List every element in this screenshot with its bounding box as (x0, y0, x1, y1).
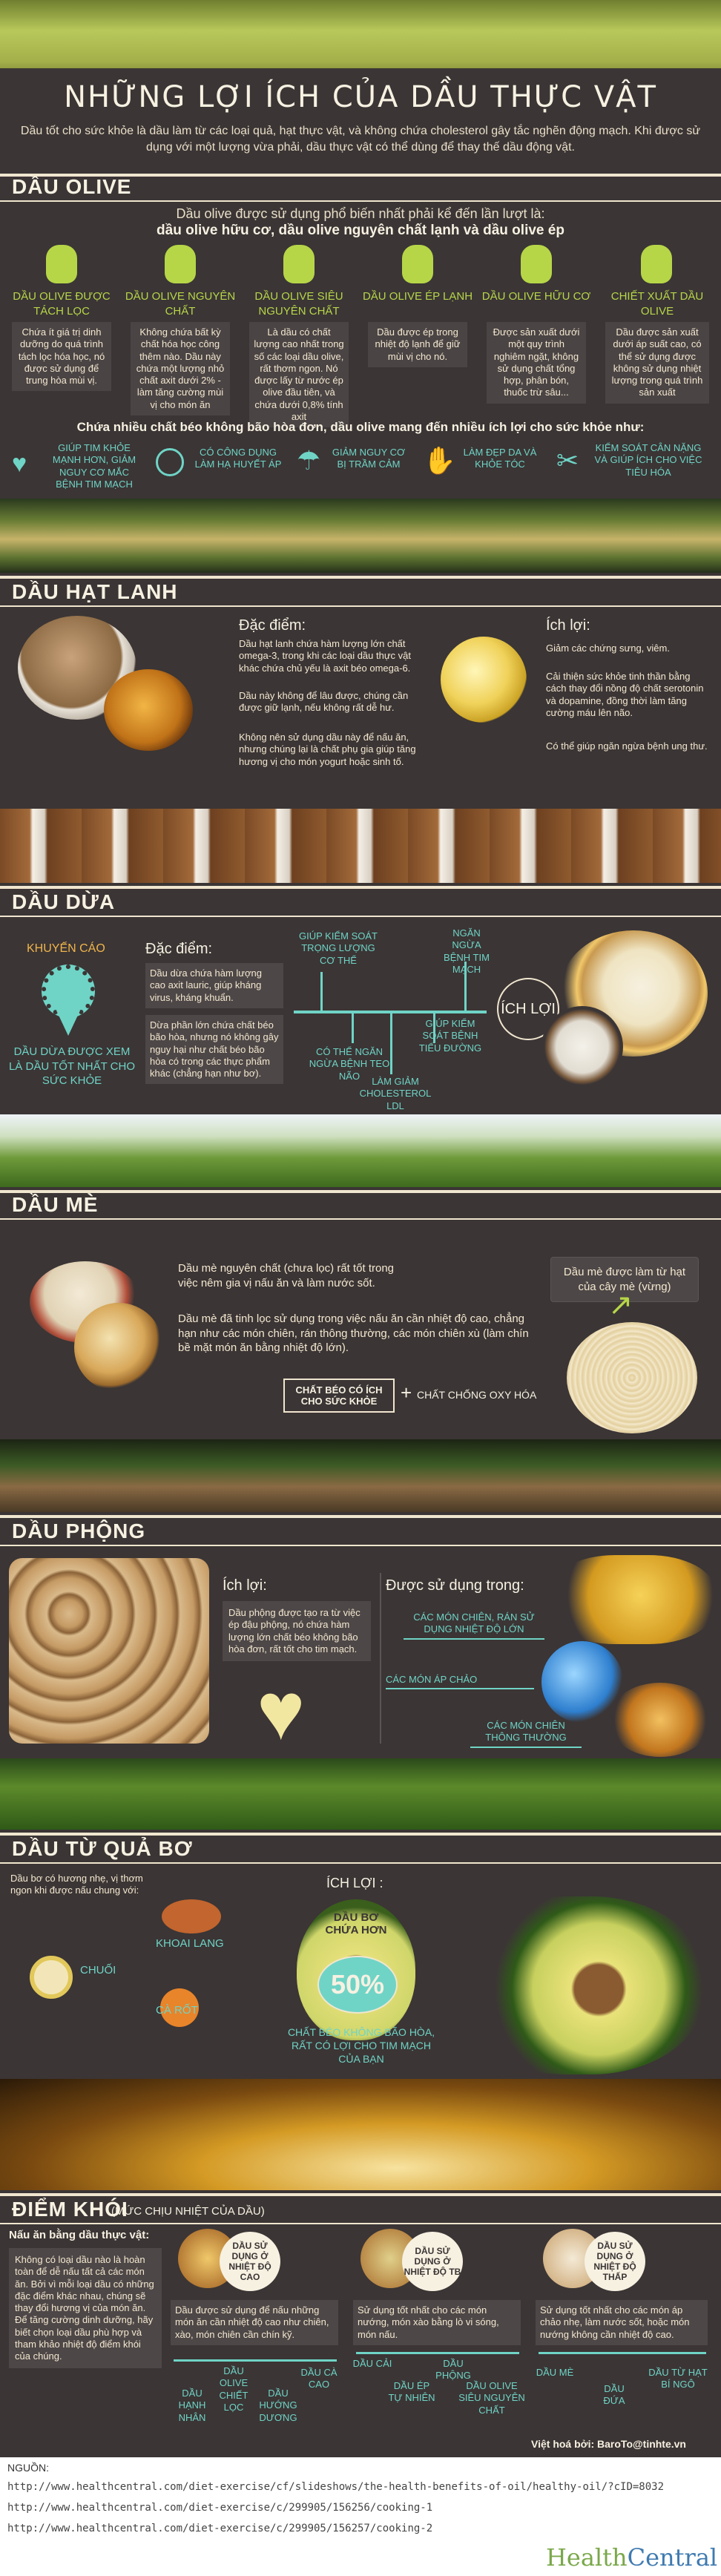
flax-feature-1: Dầu hạt lanh chứa hàm lượng lớn chất omega-3, trong khi các loại dầu thực vật khác chứa chủ yếu là axit béo omega-6. (239, 638, 411, 674)
page-title: NHỮNG LỢI ÍCH CỦA DẦU THỰC VẬT (64, 80, 657, 114)
peanut-title-rule (0, 1545, 721, 1546)
avocado-percent-badge (317, 1956, 398, 2014)
smoke-section-sub: (MỨC CHỊU NHIỆT CỦA DẦU) (111, 2205, 265, 2218)
smoke-intro-title: Nấu ăn bằng dầu thực vật: (9, 2229, 150, 2241)
sesame-top-rule (0, 1190, 721, 1193)
smoke-level-badge (220, 2232, 280, 2291)
olive-type-desc: Là dầu có chất lượng cao nhất trong số các loại dầu olive, rất thơm ngon. Nó được lấy từ nước ép olive đầu tiên, và chứa dưới 0,8% tính axit (249, 322, 349, 427)
sesame-section-title: DẦU MÈ (12, 1193, 99, 1216)
smoke-credit: Việt hoá bởi: BaroTo@tinhte.vn (531, 2438, 686, 2450)
olive-oil-bottle-icon (521, 245, 552, 283)
olive-type-name: DẦU OLIVE SIÊU NGUYÊN CHẤT (254, 290, 343, 318)
olive-lead-line2: dầu olive hữu cơ, dầu olive nguyên chất lạnh và dầu olive ép (157, 223, 564, 238)
olive-type-desc: Được sản xuất dưới một quy trình nghiêm ngặt, không sử dụng chất tổng hợp, phân bón, thuốc trừ sâu... (487, 322, 586, 404)
sesame-side-note: Dầu mè được làm từ hạt của cây mè (vừng) (550, 1257, 699, 1302)
flax-use-3: Có thể giúp ngăn ngừa bệnh ung thư. (546, 740, 708, 752)
avocado-title-rule (0, 1862, 721, 1864)
smoke-level-medium (350, 2229, 528, 2422)
peanut-oil-pan-image (549, 1555, 715, 1644)
award-ribbon-tails (56, 1011, 80, 1036)
healthcentral-logo (546, 2543, 717, 2572)
olive-title-rule (0, 200, 721, 202)
source-link[interactable]: http://www.healthcentral.com/diet-exercise/c/299905/156257/cooking-2 (7, 2523, 433, 2534)
flax-section-title: DẦU HẠT LANH (12, 580, 178, 603)
peanut-divider (380, 1573, 381, 1744)
benefit-branch (390, 1013, 392, 1074)
olive-benefit-intro: Chứa nhiều chất béo không bão hòa đơn, dầu olive mang đến nhiều ích lợi cho sức khỏe như: (76, 420, 645, 434)
smoke-title-rule (0, 2223, 721, 2224)
scale-icon: ✂ (556, 445, 579, 476)
olive-type-desc: Dầu được sản xuất dưới áp suất cao, có thể sử dụng được không sử dụng nhiệt lượng trong quá trình sản xuất (605, 322, 709, 404)
sesame-badge-healthy-fats (283, 1379, 395, 1413)
peanut-plants-photo (0, 1439, 721, 1512)
banana-image (30, 1956, 73, 1999)
olive-benefit-text: KIỂM SOÁT CÂN NẶNG VÀ GIÚP ÍCH CHO VIỆC TIÊU HÓA (594, 442, 702, 478)
olive-type-name: CHIẾT XUẤT DẦU OLIVE (610, 290, 704, 318)
coconut-top-rule (0, 886, 721, 889)
coconut-feature-1: Dầu dừa chứa hàm lượng cao axit lauric, giúp kháng virus, kháng khuẩn. (145, 963, 283, 1008)
olive-benefit (7, 439, 148, 491)
olive-benefits (7, 439, 714, 494)
olive-type-name: DẦU OLIVE ÉP LẠNH (362, 290, 473, 303)
olive-lead-line1: Dầu olive được sử dụng phổ biến nhất phải kể đến lần lượt là: (176, 206, 545, 221)
olive-type-name: DẦU OLIVE NGUYÊN CHẤT (125, 290, 236, 318)
sesame-line1: Dầu mè nguyên chất (chưa lọc) rất tốt trong việc nêm gia vị nấu ăn và làm nước sốt. (178, 1262, 395, 1289)
avocado-heart-image (452, 1896, 705, 2074)
smoke-oil-line (356, 2352, 519, 2354)
smoke-level-low (533, 2229, 715, 2422)
avocado-photo (0, 1758, 721, 1830)
smoke-level-label: DẦU SỬ DỤNG Ở NHIỆT ĐỘ TB (404, 2246, 461, 2277)
benefit-branch (320, 972, 323, 1011)
olive-benefit-text: LÀM ĐẸP DA VÀ KHỎE TÓC (463, 447, 537, 470)
olive-type-column (481, 242, 592, 413)
avocado-badge-text: DẦU BƠ CHỨA HƠN (325, 1911, 387, 1936)
coconut-benefit: GIÚP KIỂM SOÁT BỆNH TIỂU ĐƯỜNG (418, 1018, 482, 1054)
sesame-line2: Dầu mè đã tinh lọc sử dụng trong việc nấu ăn cần nhiệt độ cao, chẳng hạn như các món chiên, rán thông thường, các món chiên xù (làm chín bề mặt món ăn bằng nhiệt độ lớn). (178, 1312, 529, 1354)
smoke-oil-line (539, 2352, 706, 2354)
smoke-section-title: ĐIỂM KHÓI (12, 2198, 128, 2221)
benefit-branch (352, 1013, 354, 1043)
olive-section-title: DẦU OLIVE (12, 175, 132, 198)
sweet-potato-image (162, 1899, 221, 1933)
coconut-features-title: Đặc điểm: (145, 941, 213, 957)
peanut-benefit-title: Ích lợi: (223, 1577, 267, 1594)
coconut-recommend-text: DẦU DỪA ĐƯỢC XEM LÀ DẦU TỐT NHẤT CHO SỨC KHỎE (8, 1045, 136, 1087)
smoke-level-badge (402, 2232, 463, 2291)
coconut-benefits-title: ÍCH LỢI (501, 1000, 556, 1017)
peanut-heart-icon: ♥ (257, 1666, 306, 1757)
peanuts-image (9, 1558, 209, 1744)
smoke-oil: DẦU HẠNH NHÂN (178, 2388, 206, 2423)
sesame-plants-photo (0, 1114, 721, 1187)
olive-oil-bottle-icon (46, 245, 77, 283)
coconut-section-title: DẦU DỪA (12, 890, 116, 913)
avocado-benefit-text: CHẤT BÉO KHÔNG BÃO HÒA, RẤT CÓ LỢI CHO TIM MẠCH CỦA BẠN (287, 2026, 435, 2066)
sesame-badge2-text: CHẤT CHỐNG OXY HÓA (417, 1389, 537, 1401)
flax-feature-3: Không nên sử dụng dầu này để nấu ăn, nhưng chúng lại là chất phụ gia giúp tăng hương vị cho món yogurt hoặc sinh tố. (239, 732, 416, 767)
olive-types (0, 242, 721, 420)
smoke-oil: DẦU OLIVE CHIẾT LỌC (219, 2365, 248, 2413)
olive-type-column (6, 242, 117, 413)
coconut-shell-image (541, 1006, 623, 1088)
smoke-oil: DẦU TỪ HẠT BÍ NGÔ (648, 2367, 708, 2391)
flax-use-2: Cải thiện sức khỏe tinh thần bằng cách thay đổi nồng độ chất serotonin và dopamine, đồng thời làm tăng cường máu lên não. (546, 671, 704, 718)
smoke-oil-line (174, 2359, 337, 2362)
olive-benefit-text: CÓ CÔNG DỤNG LÀM HẠ HUYẾT ÁP (194, 447, 282, 470)
smoke-intro-text: Không có loại dầu nào là hoàn toàn để dễ nấu tất cả các món ăn. Bởi vì mỗi loại dầu có những đặc điểm khác nhau, chúng sẽ thay đổi hương vị của món ăn. Để tăng cường dinh dưỡng, hãy biết chọn loại dầu phù hợp và tham khảo nhiệt độ điểm khói của chúng. (9, 2248, 162, 2368)
flax-plants-photo (0, 499, 721, 573)
olive-type-column (125, 242, 236, 413)
flax-uses-title: Ích lợi: (546, 617, 590, 634)
coconut-halves-photo (0, 809, 721, 883)
peanut-use: CÁC MÓN CHIÊN, RÁN SỬ DỤNG NHIỆT ĐỘ LỚN (404, 1611, 544, 1640)
olive-benefit-text: GIẢM NGUY CƠ BỊ TRẦM CẢM (332, 447, 406, 470)
coconut-benefit-diagram (294, 927, 494, 1111)
smoke-level-text: Dầu được sử dụng để nấu những món ăn cần nhiệt độ cao như chiên, xào, món chiên cần chín kỹ. (171, 2300, 338, 2345)
coconut-title-rule (0, 916, 721, 917)
olive-type-name: DẦU OLIVE HỮU CƠ (481, 290, 591, 303)
olive-oil-bottle-icon (165, 245, 196, 283)
smoke-oil: DẦU PHỘNG (435, 2358, 471, 2382)
smoke-level-text: Sử dụng tốt nhất cho các món nướng, món xào bằng lò vi sóng, món nấu. (353, 2300, 521, 2345)
olive-type-column (362, 242, 473, 413)
smoke-oil: DẦU CÀ CAO (300, 2367, 338, 2391)
peanut-section-title: DẦU PHỘNG (12, 1519, 146, 1542)
olive-type-desc: Không chứa bất kỳ chất hóa học công thêm nào. Dầu này chứa một lượng nhỏ chất axit dưới 2% - làm tăng cường mùi vị cho món ăn (131, 322, 230, 415)
flax-features-title: Đặc điểm: (239, 617, 306, 634)
olive-benefit (556, 439, 714, 491)
umbrella-icon: ☂ (297, 445, 321, 476)
olive-benefit (423, 439, 549, 491)
sources-label: NGUỒN: (7, 2462, 49, 2474)
sesame-chart-arrow-icon: ↗ (608, 1289, 633, 1321)
olive-benefit (156, 439, 289, 491)
heart-icon: ♥ (12, 450, 27, 478)
olive-oil-bottle-icon (402, 245, 433, 283)
olive-type-column (243, 242, 355, 422)
hand-icon: ✋ (423, 445, 456, 476)
avocado-pairing: CÀ RỐT (156, 2004, 198, 2017)
olive-type-desc: Dầu được ép trong nhiệt độ lạnh để giữ mùi vị cho nó. (368, 322, 467, 367)
coconut-feature-2: Dừa phần lớn chứa chất béo bão hòa, nhưng nó không gây nguy hại như chất béo bão hòa có trong các thực phẩm khác (chẳng hạn như bơ). (145, 1015, 283, 1084)
flax-top-rule (0, 576, 721, 579)
olive-type-name: DẦU OLIVE ĐƯỢC TÁCH LỌC (13, 290, 111, 318)
pouring-oil-photo (0, 2079, 721, 2190)
avocado-percent: 50% (330, 1969, 385, 2000)
smoke-oil: DẦU ĐỨA (603, 2383, 625, 2407)
sesame-seeds-image (567, 1322, 697, 1433)
blood-pressure-icon (156, 448, 184, 476)
smoke-top-rule (0, 2193, 721, 2196)
avocado-intro: Dầu bơ có hương nhẹ, vị thơm ngon khi được nấu chung với: (10, 1873, 143, 1896)
sesame-title-rule (0, 1218, 721, 1220)
sesame-plus: + (401, 1381, 412, 1404)
flax-feature-2: Dầu này không để lâu được, chúng cần được giữ lạnh, nếu không rất dễ hư. (239, 690, 409, 714)
smoke-oil: DẦU MÈ (536, 2367, 574, 2378)
flax-use-1: Giảm các chứng sưng, viêm. (546, 643, 670, 654)
coconut-benefit: GIÚP KIỂM SOÁT TRỌNG LƯỢNG CƠ THỂ (299, 930, 378, 966)
avocado-pairing: CHUỐI (80, 1964, 116, 1977)
smoke-oil: DẦU CẢI (352, 2358, 392, 2369)
avocado-pairing: KHOAI LANG (156, 1937, 224, 1950)
source-link[interactable]: http://www.healthcentral.com/diet-exercise/cf/slideshows/the-health-benefits-of-oil/healthy-oil/?cID=8032 (7, 2481, 665, 2493)
peanut-fried-food-image (608, 1683, 712, 1757)
smoke-level-label: DẦU SỬ DỤNG Ở NHIỆT ĐỘ CAO (228, 2241, 271, 2282)
olive-type-desc: Chứa ít giá trị dinh dưỡng do quá trình tách lọc hóa học, nó được sử dụng để trung hòa mùi vị. (12, 322, 111, 391)
avocado-section-title: DẦU TỪ QUẢ BƠ (12, 1837, 193, 1860)
smoke-oil: DẦU HƯỚNG DƯƠNG (259, 2388, 297, 2423)
smoke-oil: DẦU OLIVE SIÊU NGUYÊN CHẤT (458, 2380, 525, 2416)
flax-capsules-image (104, 669, 193, 751)
avocado-benefit-title: ÍCH LỢI : (326, 1876, 383, 1890)
brand-health: Health (546, 2543, 628, 2572)
olive-oil-bottle-icon (283, 245, 315, 283)
smoke-level-badge (585, 2232, 645, 2291)
olive-benefit-text: GIÚP TIM KHỎE MẠNH HƠN, GIẢM NGUY CƠ MẮC BỆNH TIM MẠCH (52, 442, 136, 490)
flax-oil-drop-image (441, 637, 527, 723)
olive-oil-bottle-icon (641, 245, 672, 283)
olive-benefit (297, 439, 415, 491)
smoke-oil: DẦU ÉP TỰ NHIÊN (388, 2380, 435, 2404)
sesame-oil-image (74, 1303, 163, 1392)
source-link[interactable]: http://www.healthcentral.com/diet-exercise/c/299905/156256/cooking-1 (7, 2502, 433, 2514)
avocado-top-rule (0, 1833, 721, 1836)
coconut-recommend-title: KHUYẾN CÁO (27, 942, 105, 955)
flax-title-rule (0, 605, 721, 607)
peanut-uses-title: Được sử dụng trong: (386, 1577, 524, 1594)
coconut-benefit: NGĂN NGỪA BỆNH TIM MẠCH (444, 927, 490, 975)
smoke-level-high (168, 2229, 346, 2422)
page-intro: Dầu tốt cho sức khỏe là dầu làm từ các loại quả, hạt thực vật, và không chứa cholesterol gây tắc nghẽn động mạch. Khi được sử dụng với một lượng vừa phải, dầu thực vật có thể dùng để thay thế dầu động vật. (20, 125, 701, 154)
peanut-use: CÁC MÓN CHIÊN THÔNG THƯỜNG (470, 1720, 582, 1748)
peanut-benefit-text: Dầu phộng được tạo ra từ việc ép đậu phộng, nó chứa hàm lượng lớn chất béo không bão hòa đơn, rất tốt cho tim mạch. (223, 1601, 371, 1661)
brand-central: Central (627, 2543, 718, 2572)
smoke-level-label: DẦU SỬ DỤNG Ở NHIỆT ĐỘ THẤP (593, 2241, 636, 2282)
peanut-top-rule (0, 1515, 721, 1518)
smoke-level-text: Sử dụng tốt nhất cho các món áp chảo nhẹ, làm nước sốt, hoặc món nướng không cần nhiệt độ cao. (536, 2300, 708, 2345)
sesame-badge1-text: CHẤT BÉO CÓ ÍCH CHO SỨC KHỎE (295, 1384, 383, 1407)
coconut-benefit: CÓ THỂ NGĂN NGỪA BỆNH TEO NÃO (309, 1046, 390, 1082)
olive-type-column (599, 242, 715, 413)
peanut-use: CÁC MÓN ÁP CHẢO (386, 1674, 534, 1689)
coconut-benefit: LÀM GIẢM CHOLESTEROL LDL (359, 1076, 432, 1111)
